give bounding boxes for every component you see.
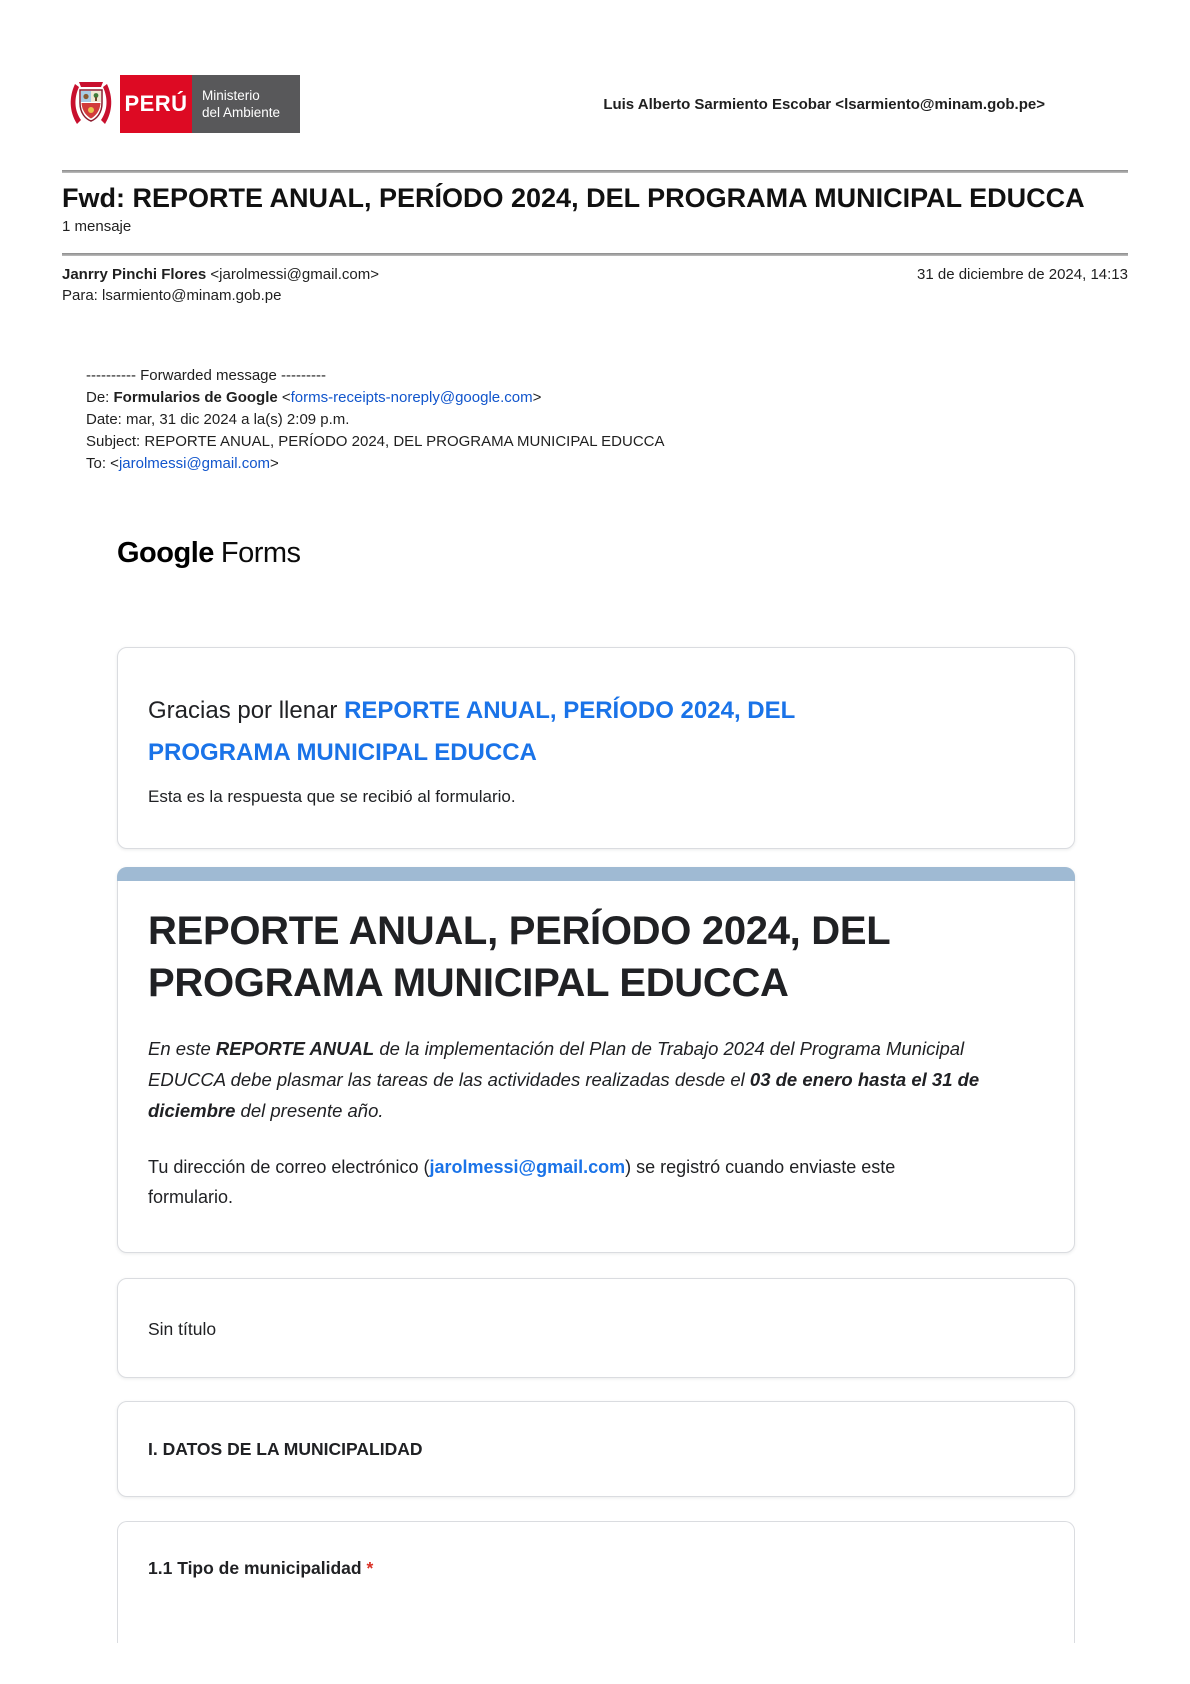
registered-email-note [148, 1152, 978, 1212]
google-wordmark: Google [117, 537, 214, 569]
forwarded-from-line [86, 387, 1128, 409]
form-card-body [118, 881, 1074, 1212]
municipality-section-card [117, 1401, 1075, 1497]
from-email-link[interactable]: forms-receipts-noreply@google.com [290, 389, 533, 406]
to-label: To: < [86, 455, 119, 472]
sender-row [62, 264, 1128, 285]
untitled-section-card [117, 1278, 1075, 1378]
thanks-prefix: Gracias por llenar [148, 697, 345, 724]
sender-identity [62, 264, 379, 285]
email-subject-title: Fwd: REPORTE ANUAL, PERÍODO 2024, DEL PROGRAMA MUNICIPAL EDUCCA [62, 183, 1085, 213]
forwarded-subject-line: Subject: REPORTE ANUAL, PERÍODO 2024, DEL PROGRAMA MUNICIPAL EDUCCA [86, 433, 665, 450]
peru-logo-text: PERÚ [120, 75, 192, 133]
form-description [148, 1033, 983, 1126]
required-asterisk: * [366, 1558, 374, 1578]
desc-bold: 03 de enero hasta el 31 de diciembre [148, 1069, 985, 1121]
thanks-message [148, 690, 928, 774]
sender-name: Janrry Pinchi Flores [62, 266, 207, 283]
desc-part: del presente año. [235, 1100, 384, 1121]
desc-part: En este [148, 1038, 216, 1059]
message-count: 1 mensaje [62, 218, 132, 235]
divider-thread [62, 253, 1128, 256]
form-card-topbar [117, 867, 1075, 881]
form-cards [117, 647, 1075, 1643]
forms-wordmark: Forms [220, 537, 301, 569]
response-note: Esta es la respuesta que se recibió al formulario. [148, 787, 516, 806]
minam-logo [62, 75, 300, 133]
header [62, 75, 1128, 133]
sender-email: <jarolmessi@gmail.com> [206, 266, 380, 283]
desc-part: de la implementación del Plan de Trabajo 2024 del Programa Municipal EDUCCA debe plasmar las tareas de las actividades realizadas desde el [148, 1038, 970, 1090]
to-bracket-close: > [270, 455, 279, 472]
ministry-line1: Ministerio [202, 88, 260, 103]
forwarded-to-line [86, 453, 1128, 475]
email-date: 31 de diciembre de 2024, 14:13 [917, 266, 1128, 283]
from-bracket-open: < [277, 389, 291, 406]
question-card-municipality-type [117, 1521, 1075, 1643]
account-owner-email: Luis Alberto Sarmiento Escobar <lsarmiento@minam.gob.pe> [603, 95, 1045, 113]
ministry-logo-text [192, 75, 300, 133]
ministry-line2: del Ambiente [202, 105, 281, 120]
recipient-line: Para: lsarmiento@minam.gob.pe [62, 287, 282, 304]
peru-coat-of-arms-icon [62, 75, 120, 133]
form-header-card [117, 867, 1075, 1253]
desc-bold: REPORTE ANUAL [215, 1038, 375, 1059]
forwarded-message-block [86, 365, 1128, 475]
from-label: De: [86, 389, 114, 406]
registered-email-link[interactable]: jarolmessi@gmail.com [429, 1157, 626, 1177]
question-label: 1.1 Tipo de municipalidad [148, 1558, 367, 1578]
form-title: REPORTE ANUAL, PERÍODO 2024, DEL PROGRAMA MUNICIPAL EDUCCA [148, 909, 890, 1005]
from-name: Formularios de Google [113, 389, 278, 406]
to-email-link[interactable]: jarolmessi@gmail.com [118, 455, 271, 472]
divider-top [62, 170, 1128, 173]
form-title-link[interactable]: REPORTE ANUAL, PERÍODO 2024, DEL PROGRAMA MUNICIPAL EDUCCA [148, 697, 802, 766]
thanks-card [117, 647, 1075, 849]
section-title: I. DATOS DE LA MUNICIPALIDAD [148, 1439, 423, 1459]
forwarded-divider: ---------- Forwarded message --------- [86, 367, 326, 384]
untitled-label: Sin título [148, 1319, 217, 1339]
from-bracket-close: > [532, 389, 542, 406]
forwarded-date-line: Date: mar, 31 dic 2024 a la(s) 2:09 p.m. [86, 411, 350, 428]
note-prefix: Tu dirección de correo electrónico ( [148, 1157, 430, 1177]
google-forms-logo [117, 537, 1128, 570]
note-suffix: ) se registró cuando enviaste este formulario. [148, 1157, 901, 1207]
